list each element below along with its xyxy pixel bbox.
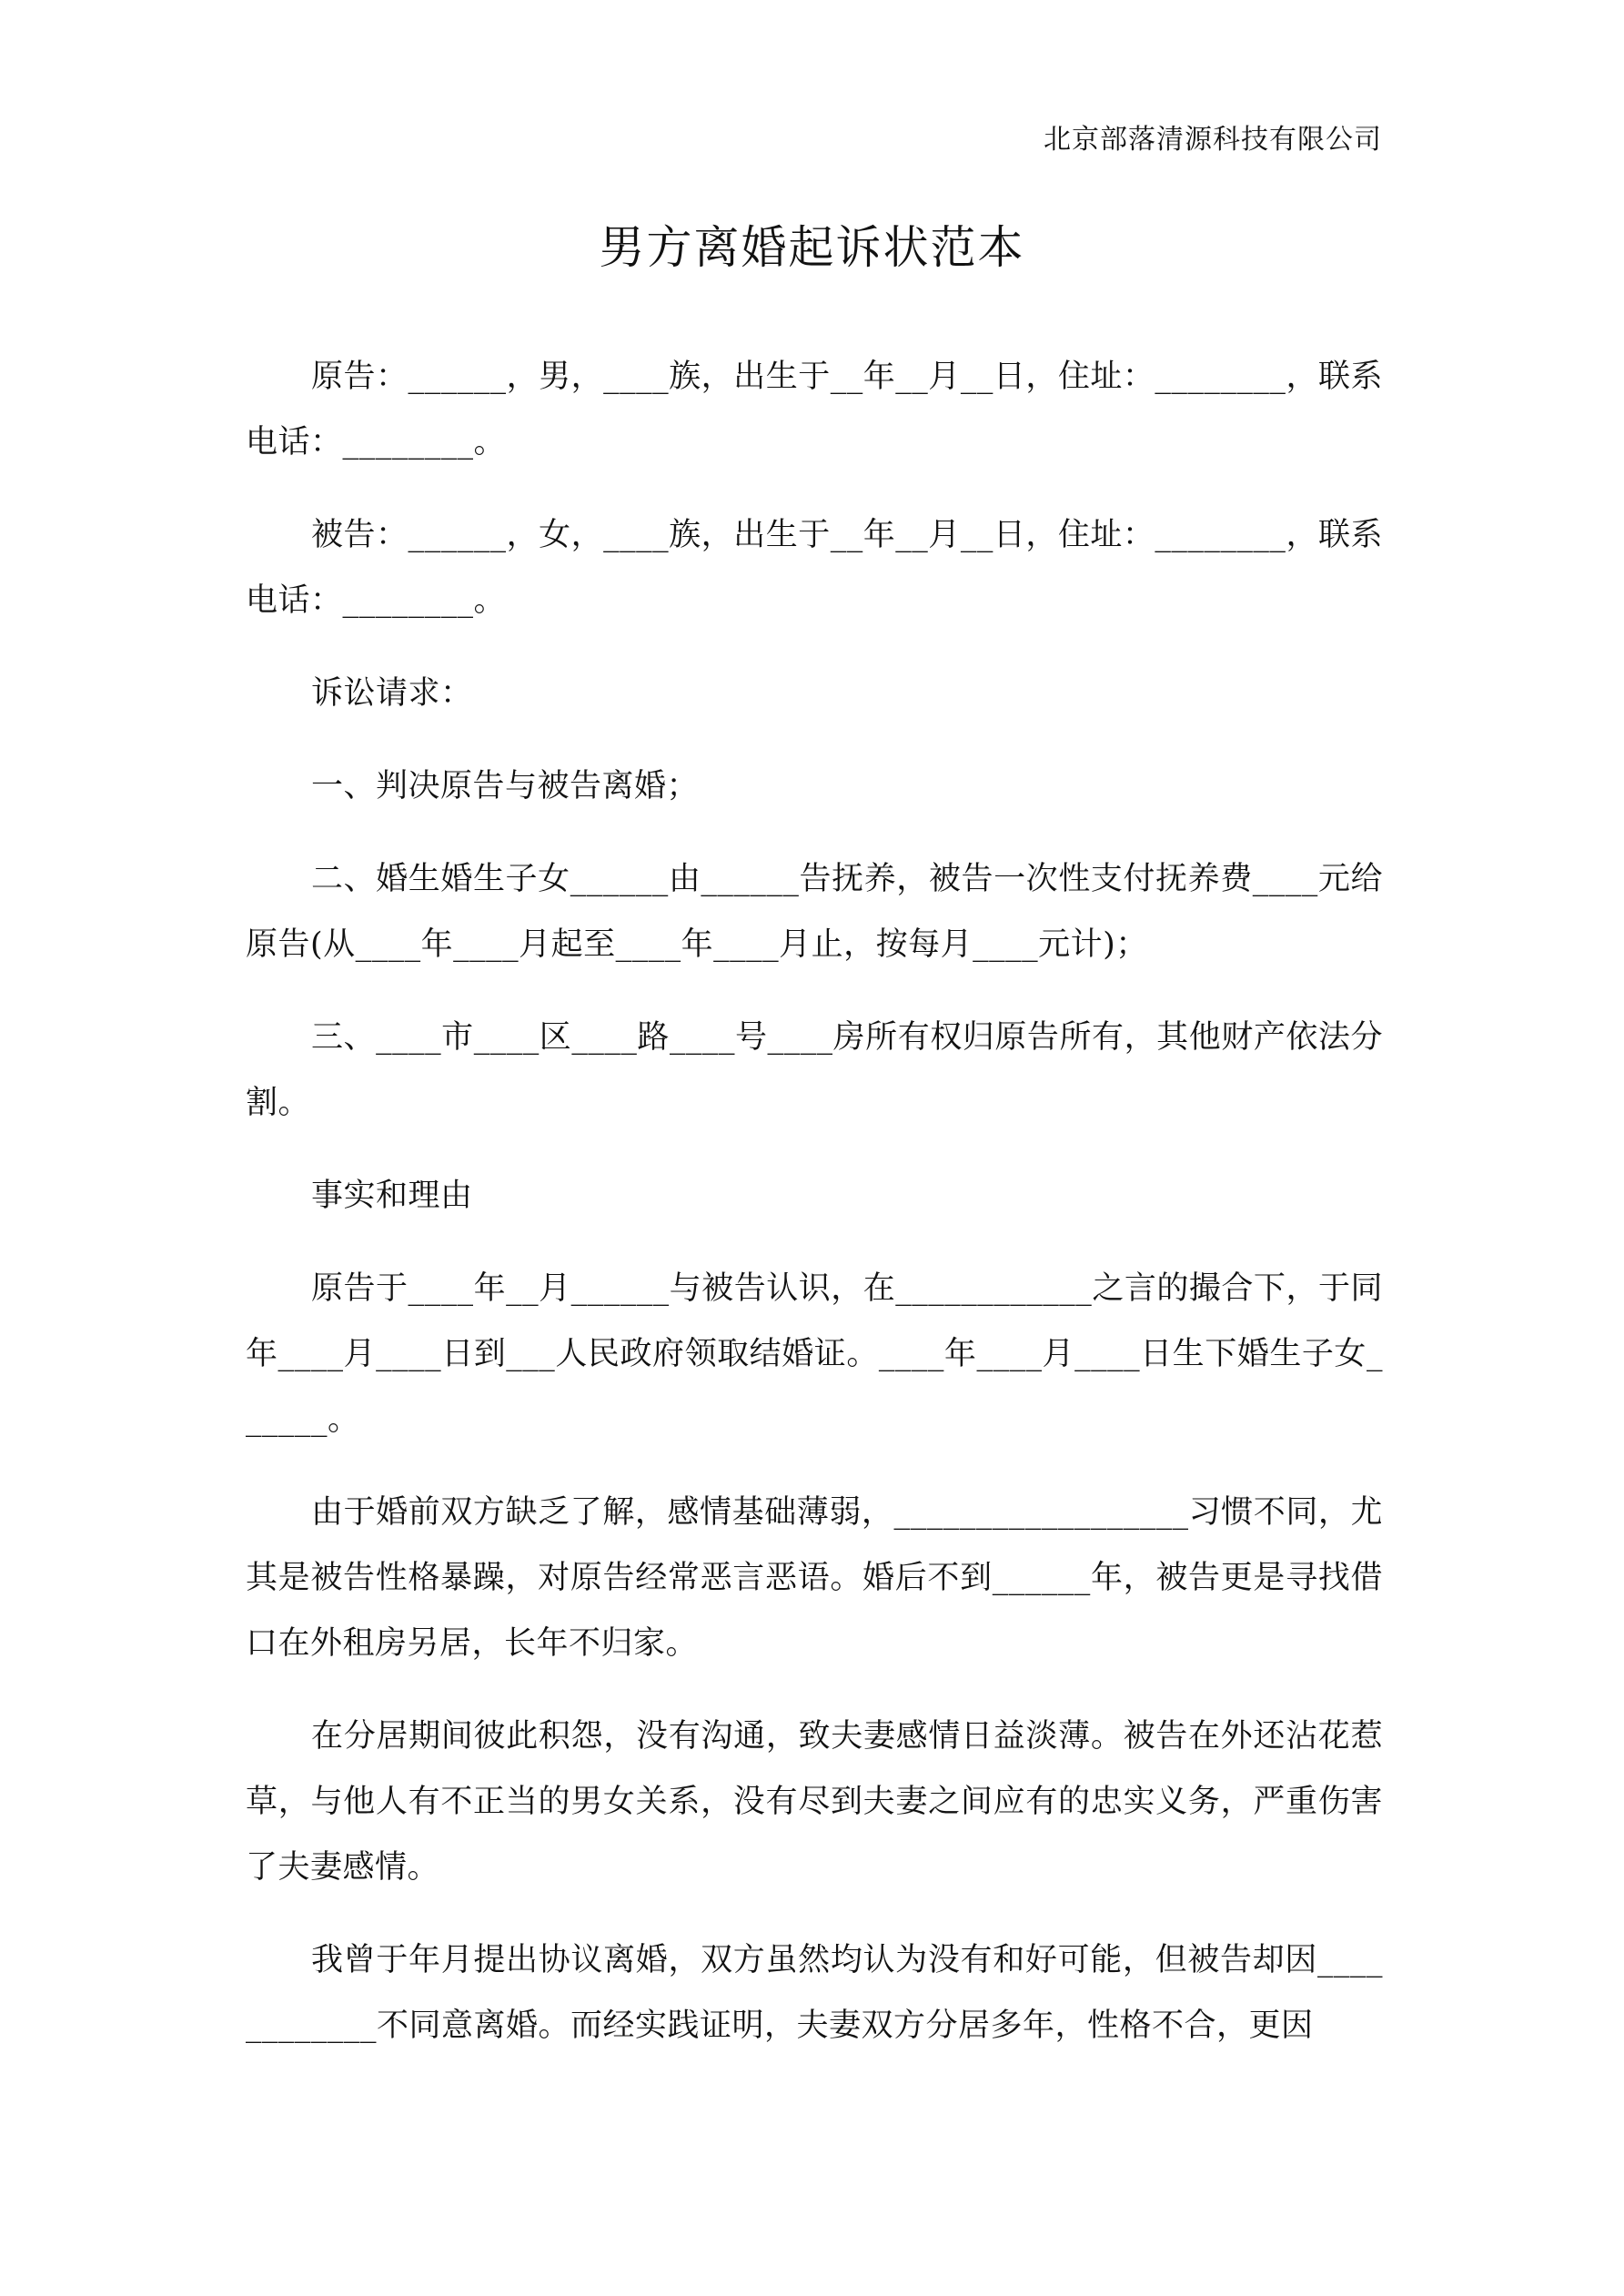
page-title: 男方离婚起诉状范本	[599, 221, 1025, 274]
claims-heading: 诉讼请求：	[311, 675, 473, 712]
facts-paragraph-4: 我曾于年月提出协议离婚，双方虽然均认为没有和好可能，但被告却因____________不同意离婚。而经实践证明，夫妻双方分居多年，性格不合，更因	[246, 1942, 1383, 2044]
facts-paragraph-3: 在分居期间彼此积怨，没有沟通，致夫妻感情日益淡薄。被告在外还沾花惹草，与他人有不正当的男女关系，没有尽到夫妻之间应有的忠实义务，严重伤害了夫妻感情。	[246, 1718, 1383, 1886]
plaintiff-info-paragraph: 原告：______，男，____族，出生于__年__月__日，住址：________，联系电话：________。	[246, 359, 1383, 460]
facts-paragraph-1: 原告于____年__月______与被告认识，在____________之言的撮合下，于同年____月____日到___人民政府领取结婚证。____年____月____日生下婚生子女______。	[246, 1270, 1383, 1438]
header-company-name: 北京部落清源科技有限公司	[1044, 124, 1382, 156]
facts-heading: 事实和理由	[311, 1178, 473, 1214]
facts-paragraph-2: 由于婚前双方缺乏了解，感情基础薄弱，__________________习惯不同，尤其是被告性格暴躁，对原告经常恶言恶语。婚后不到______年，被告更是寻找借口在外租房另居，长年不归家。	[246, 1494, 1383, 1662]
defendant-info-paragraph: 被告：______，女，____族，出生于__年__月__日，住址：________，联系电话：________。	[246, 517, 1383, 619]
claim-2-paragraph: 二、婚生婚生子女______由______告抚养，被告一次性支付抚养费____元给原告(从____年____月起至____年____月止，按每月____元计)；	[246, 861, 1383, 963]
claim-1-paragraph: 一、判决原告与被告离婚；	[311, 768, 700, 804]
document-body	[246, 344, 1383, 2086]
claim-3-paragraph: 三、____市____区____路____号____房所有权归原告所有，其他财产依法分割。	[246, 1019, 1383, 1121]
